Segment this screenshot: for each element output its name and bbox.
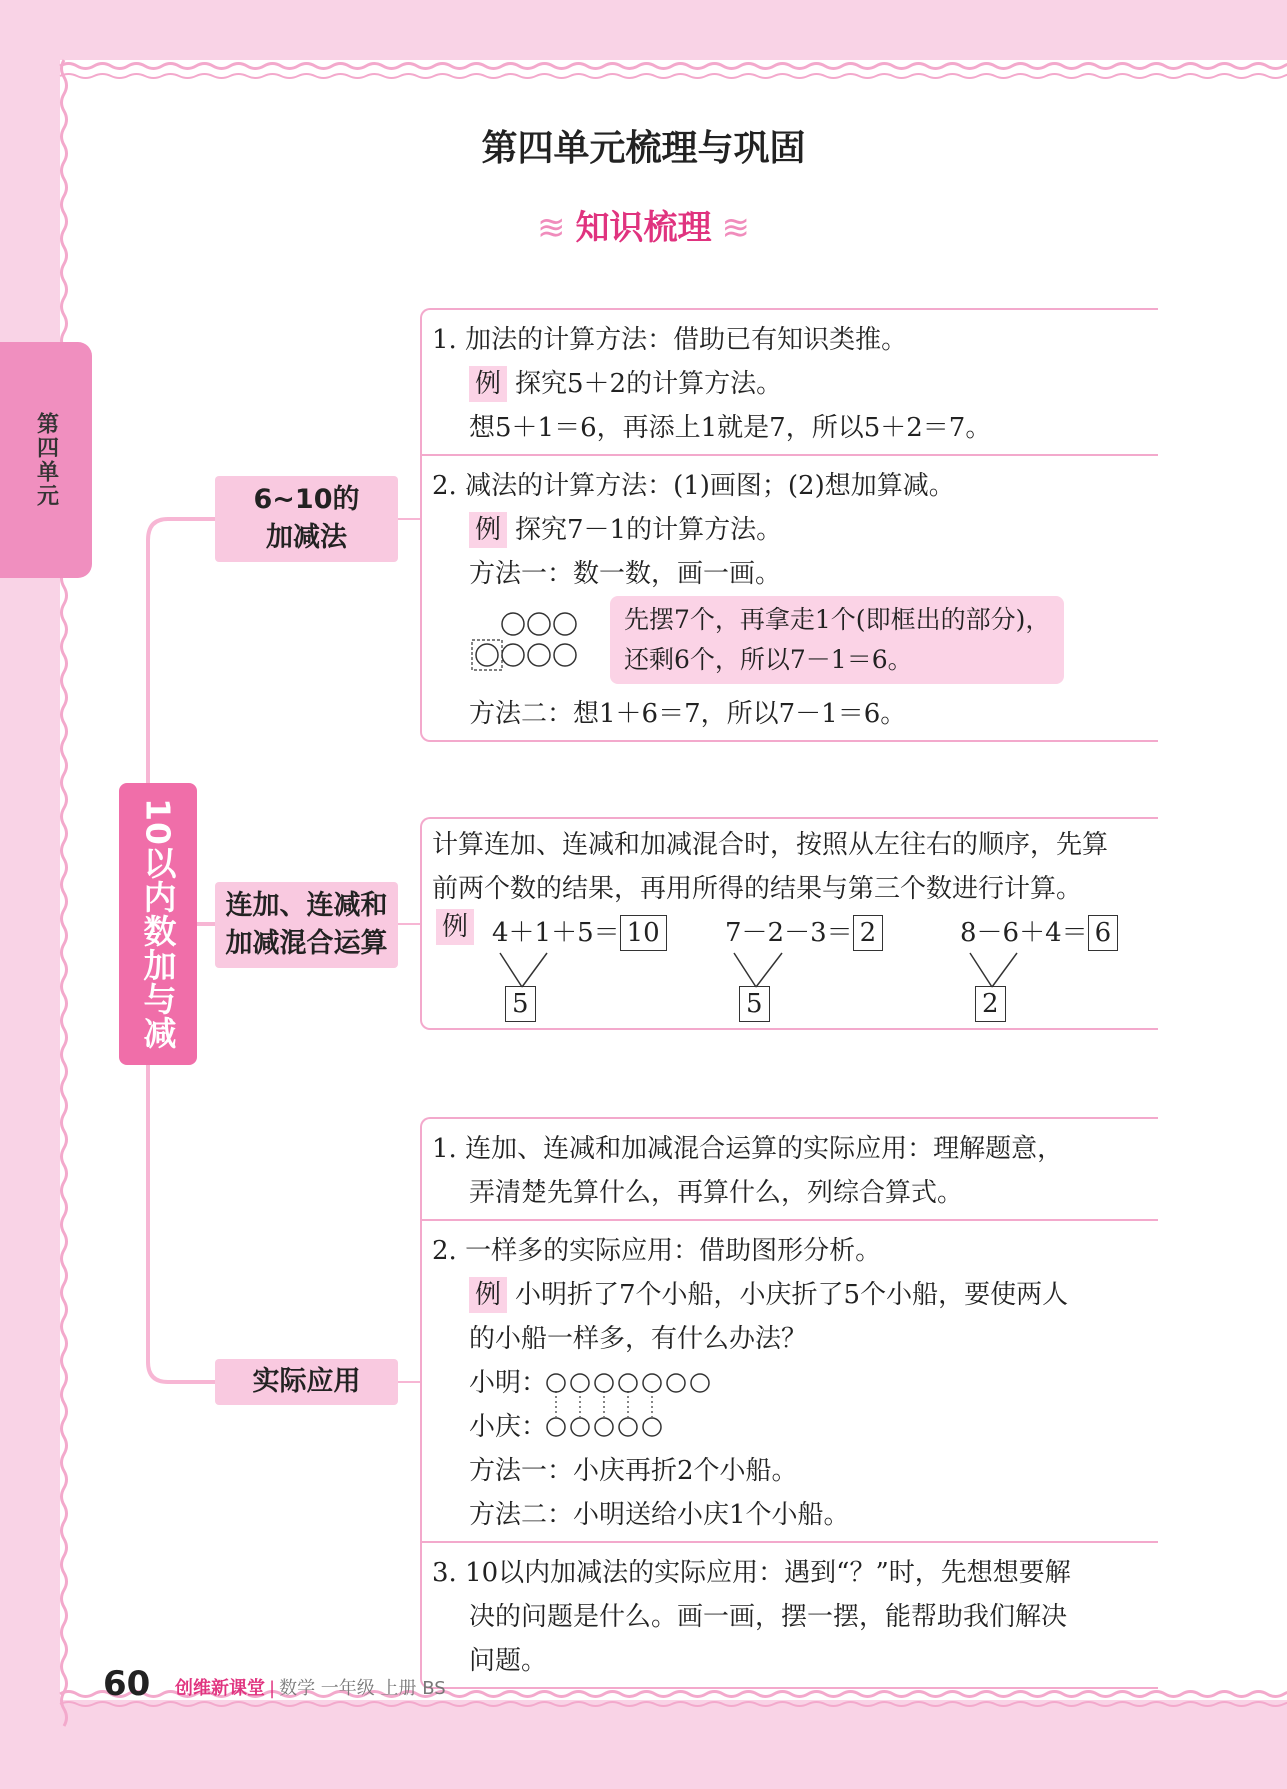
method-two: 方法二：小明送给小庆1个小船。 (469, 1500, 850, 1530)
partial-box: 5 (505, 986, 536, 1022)
addition-reasoning: 想5＋1＝6，再添上1就是7，所以5＋2＝7。 (469, 413, 992, 443)
note-line: 还剩6个，所以7－1＝6。 (624, 645, 913, 674)
wave-deco-right: ≋ (721, 208, 750, 248)
footer-info (175, 1674, 446, 1700)
section-app-1 (422, 1119, 1158, 1219)
section-addition-method (422, 310, 1158, 454)
node-mixed-operations (215, 882, 398, 968)
example-text: 的小船一样多，有什么办法？ (469, 1324, 808, 1354)
node-line: 加减混合运算 (225, 928, 388, 959)
method-two: 方法二：想1＋6＝7，所以7－1＝6。 (469, 699, 907, 729)
section-title-text: 知识梳理 (575, 208, 712, 248)
addition-example (432, 362, 1148, 406)
method-one: 方法一：小庆再折2个小船。 (469, 1456, 798, 1486)
node-addition-subtraction-6-10 (215, 476, 398, 562)
app3-line: 问题。 (469, 1646, 548, 1676)
subtraction-heading: 2. 减法的计算方法：(1)画图；(2)想加算减。 (432, 471, 955, 501)
xiaoqing-label: 小庆： (469, 1412, 548, 1442)
section-app-2 (422, 1219, 1158, 1541)
node-line: 加减法 (266, 522, 347, 553)
unit-tab-text: 第四单元 (33, 412, 59, 508)
rule-line: 前两个数的结果，再用所得的结果与第三个数进行计算。 (432, 874, 1083, 904)
app3-line: 决的问题是什么。画一画，摆一摆，能帮助我们解决 (469, 1602, 1068, 1632)
app1-line: 1. 连加、连减和加减混合运算的实际应用：理解题意， (432, 1134, 1064, 1164)
page-number: 60 (103, 1664, 151, 1704)
main-topic-node (119, 783, 197, 1065)
expression: 8－6＋4＝ (960, 918, 1088, 948)
footer-separator: | (269, 1678, 276, 1699)
subtraction-example (432, 508, 1148, 552)
xiaoqing-circles (544, 1391, 724, 1441)
wave-deco-left: ≋ (537, 208, 566, 248)
node-line: 实际应用 (252, 1366, 361, 1397)
app1-line: 弄清楚先算什么，再算什么，列综合算式。 (469, 1178, 964, 1208)
app3-line: 3. 10以内加减法的实际应用：遇到“？”时，先想想要解 (432, 1558, 1071, 1588)
xiaoming-row (432, 1361, 1148, 1405)
result-box: 2 (853, 915, 884, 951)
node-practical-application (215, 1359, 398, 1405)
addition-heading: 1. 加法的计算方法：借助已有知识类推。 (432, 325, 908, 355)
example-tag: 例 (469, 1277, 507, 1313)
expression: 4＋1＋5＝ (492, 918, 620, 948)
circles-diagram-row (432, 596, 1148, 692)
footer-text: 数学 一年级 上册 BS (279, 1678, 446, 1699)
partial-box: 2 (975, 986, 1006, 1022)
footer-brand: 创维新课堂 (175, 1678, 265, 1699)
app2-example (432, 1273, 1148, 1317)
example-tag: 例 (436, 909, 474, 945)
xiaoming-label: 小明： (469, 1368, 548, 1398)
box-addition-subtraction (420, 308, 1158, 742)
xiaoqing-row (432, 1405, 1148, 1449)
rule-line: 计算连加、连减和加减混合时，按照从左往右的顺序，先算 (432, 830, 1109, 860)
example-tag: 例 (469, 512, 507, 548)
section-mixed-rule (422, 819, 1158, 915)
expression: 7－2－3＝ (725, 918, 853, 948)
example-text: 探究7－1的计算方法。 (515, 515, 783, 545)
example-text: 小明折了7个小船，小庆折了5个小船，要使两人 (515, 1280, 1069, 1310)
partial-box: 5 (739, 986, 770, 1022)
example-text: 探究5＋2的计算方法。 (515, 369, 783, 399)
result-box: 10 (620, 915, 667, 951)
explanation-note (610, 596, 1064, 684)
section-app-3 (422, 1541, 1158, 1687)
note-line: 先摆7个，再拿走1个(即框出的部分)， (624, 605, 1051, 634)
app2-heading: 2. 一样多的实际应用：借助图形分析。 (432, 1236, 882, 1266)
section-subtraction-method (422, 454, 1158, 740)
node-line: 6~10的 (253, 484, 360, 515)
circles-diagram (469, 602, 589, 692)
page-title: 第四单元梳理与巩固 (481, 128, 806, 169)
box-practical-application (420, 1117, 1158, 1689)
example-tag: 例 (469, 366, 507, 402)
box-mixed-operations (420, 817, 1158, 1030)
main-topic-text: 10以内数加与减 (138, 798, 178, 1050)
method-one: 方法一：数一数，画一画。 (469, 559, 782, 589)
node-line: 连加、连减和 (225, 890, 388, 921)
result-box: 6 (1088, 915, 1119, 951)
